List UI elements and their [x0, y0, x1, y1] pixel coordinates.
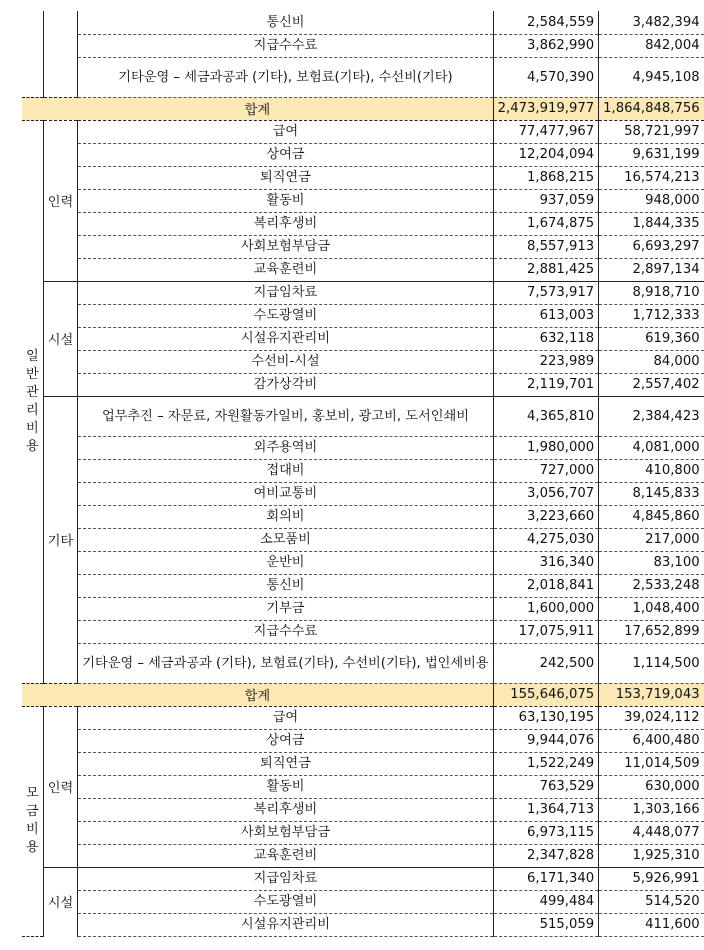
- item-cell: 지급수수료: [78, 34, 493, 57]
- item-cell: 업무추진 – 자문료, 자원활동가일비, 홍보비, 광고비, 도서인쇄비: [78, 396, 493, 436]
- item-cell: 시설유지관리비: [78, 327, 493, 350]
- value-cell-2: 842,004: [599, 34, 704, 57]
- value-cell-2: 1,844,335: [599, 212, 704, 235]
- table-row: [22, 620, 704, 643]
- item-cell: 상여금: [78, 729, 493, 752]
- table-row: [22, 844, 704, 867]
- value-cell-1: 12,204,094: [493, 143, 598, 166]
- table-row: [22, 597, 704, 620]
- item-cell: 사회보험부담금: [78, 821, 493, 844]
- item-cell: 지급수수료: [78, 620, 493, 643]
- value-cell-1: 613,003: [493, 304, 598, 327]
- value-cell-1: 2,018,841: [493, 574, 598, 597]
- item-cell: 수도광열비: [78, 890, 493, 913]
- value-cell-1: 2,584,559: [493, 11, 598, 34]
- total-value-1: 155,646,075: [493, 683, 598, 706]
- table-row: [22, 11, 704, 34]
- value-cell-2: 58,721,997: [599, 120, 704, 143]
- item-cell: 복리후생비: [78, 798, 493, 821]
- item-cell: 수선비-시설: [78, 350, 493, 373]
- value-cell-2: 411,600: [599, 913, 704, 936]
- category-cell: 일반 관리 비용: [22, 120, 43, 683]
- value-cell-1: 316,340: [493, 551, 598, 574]
- value-cell-1: 223,989: [493, 350, 598, 373]
- item-cell: 감가상각비: [78, 373, 493, 396]
- item-cell: 수도광열비: [78, 304, 493, 327]
- value-cell-2: 4,448,077: [599, 821, 704, 844]
- value-cell-1: 937,059: [493, 189, 598, 212]
- subcategory-cell: 인력: [43, 120, 77, 281]
- value-cell-2: 39,024,112: [599, 706, 704, 729]
- expense-table: [22, 11, 704, 937]
- value-cell-2: 83,100: [599, 551, 704, 574]
- value-cell-1: 242,500: [493, 643, 598, 683]
- table-row: [22, 57, 704, 97]
- item-cell: 상여금: [78, 143, 493, 166]
- item-cell: 기타운영 – 세금과공과 (기타), 보험료(기타), 수선비(기타), 법인세비용: [78, 643, 493, 683]
- value-cell-1: 4,570,390: [493, 57, 598, 97]
- item-cell: 시설유지관리비: [78, 913, 493, 936]
- item-cell: 급여: [78, 120, 493, 143]
- item-cell: 회의비: [78, 505, 493, 528]
- value-cell-1: 763,529: [493, 775, 598, 798]
- item-cell: 통신비: [78, 574, 493, 597]
- table-row: [22, 867, 704, 890]
- table-row: [22, 143, 704, 166]
- value-cell-2: 2,533,248: [599, 574, 704, 597]
- total-value-2: 153,719,043: [599, 683, 704, 706]
- value-cell-1: 2,347,828: [493, 844, 598, 867]
- table-row: [22, 373, 704, 396]
- table-row: [22, 166, 704, 189]
- table-row: [22, 574, 704, 597]
- item-cell: 운반비: [78, 551, 493, 574]
- value-cell-2: 9,631,199: [599, 143, 704, 166]
- value-cell-1: 1,600,000: [493, 597, 598, 620]
- value-cell-2: 5,926,991: [599, 867, 704, 890]
- item-cell: 통신비: [78, 11, 493, 34]
- table-row: [22, 189, 704, 212]
- table-row: [22, 913, 704, 936]
- item-cell: 활동비: [78, 775, 493, 798]
- item-cell: 교육훈련비: [78, 844, 493, 867]
- value-cell-2: 2,897,134: [599, 258, 704, 281]
- value-cell-1: 1,868,215: [493, 166, 598, 189]
- subcategory-cell: 시설: [43, 281, 77, 396]
- value-cell-2: 6,400,480: [599, 729, 704, 752]
- subcategory-cell: [43, 11, 77, 97]
- subcategory-cell: 인력: [43, 706, 77, 867]
- value-cell-2: 1,114,500: [599, 643, 704, 683]
- value-cell-1: 6,171,340: [493, 867, 598, 890]
- table-row: [22, 327, 704, 350]
- value-cell-1: 1,522,249: [493, 752, 598, 775]
- item-cell: 지급임차료: [78, 867, 493, 890]
- value-cell-2: 4,945,108: [599, 57, 704, 97]
- value-cell-2: 8,918,710: [599, 281, 704, 304]
- value-cell-1: 4,275,030: [493, 528, 598, 551]
- value-cell-2: 2,557,402: [599, 373, 704, 396]
- total-label: 합계: [22, 683, 493, 706]
- value-cell-1: 2,881,425: [493, 258, 598, 281]
- table-row: [22, 775, 704, 798]
- item-cell: 사회보험부담금: [78, 235, 493, 258]
- value-cell-1: 7,573,917: [493, 281, 598, 304]
- table-row: [22, 34, 704, 57]
- value-cell-2: 4,845,860: [599, 505, 704, 528]
- table-row: [22, 482, 704, 505]
- item-cell: 기부금: [78, 597, 493, 620]
- total-row: [22, 683, 704, 706]
- table-row: [22, 752, 704, 775]
- item-cell: 퇴직연금: [78, 752, 493, 775]
- value-cell-2: 1,925,310: [599, 844, 704, 867]
- value-cell-1: 9,944,076: [493, 729, 598, 752]
- value-cell-2: 3,482,394: [599, 11, 704, 34]
- item-cell: 지급임차료: [78, 281, 493, 304]
- subcategory-cell: 기타: [43, 396, 77, 683]
- value-cell-1: 3,056,707: [493, 482, 598, 505]
- value-cell-1: 6,973,115: [493, 821, 598, 844]
- value-cell-2: 8,145,833: [599, 482, 704, 505]
- table-row: [22, 459, 704, 482]
- table-row: [22, 706, 704, 729]
- table-row: [22, 798, 704, 821]
- table-row: [22, 436, 704, 459]
- value-cell-1: 515,059: [493, 913, 598, 936]
- table-row: [22, 212, 704, 235]
- value-cell-2: 11,014,509: [599, 752, 704, 775]
- table-row: [22, 235, 704, 258]
- value-cell-1: 632,118: [493, 327, 598, 350]
- category-cell: 모금 비용: [22, 706, 43, 936]
- table-row: [22, 396, 704, 436]
- item-cell: 퇴직연금: [78, 166, 493, 189]
- item-cell: 소모품비: [78, 528, 493, 551]
- value-cell-1: 63,130,195: [493, 706, 598, 729]
- table-row: [22, 551, 704, 574]
- value-cell-2: 619,360: [599, 327, 704, 350]
- table-row: [22, 890, 704, 913]
- value-cell-1: 17,075,911: [493, 620, 598, 643]
- table-row: [22, 528, 704, 551]
- total-value-2: 1,864,848,756: [599, 97, 704, 120]
- value-cell-1: 8,557,913: [493, 235, 598, 258]
- value-cell-1: 1,364,713: [493, 798, 598, 821]
- table-row: [22, 350, 704, 373]
- value-cell-1: 2,119,701: [493, 373, 598, 396]
- table-row: [22, 729, 704, 752]
- value-cell-1: 727,000: [493, 459, 598, 482]
- item-cell: 활동비: [78, 189, 493, 212]
- total-label: 합계: [22, 97, 493, 120]
- table-row: [22, 120, 704, 143]
- table-row: [22, 821, 704, 844]
- table-row: [22, 643, 704, 683]
- value-cell-1: 3,223,660: [493, 505, 598, 528]
- table-row: [22, 505, 704, 528]
- value-cell-1: 4,365,810: [493, 396, 598, 436]
- item-cell: 여비교통비: [78, 482, 493, 505]
- value-cell-2: 1,712,333: [599, 304, 704, 327]
- value-cell-2: 6,693,297: [599, 235, 704, 258]
- item-cell: 급여: [78, 706, 493, 729]
- item-cell: 교육훈련비: [78, 258, 493, 281]
- table-row: [22, 281, 704, 304]
- value-cell-1: 3,862,990: [493, 34, 598, 57]
- value-cell-1: 1,674,875: [493, 212, 598, 235]
- value-cell-1: 1,980,000: [493, 436, 598, 459]
- value-cell-2: 1,048,400: [599, 597, 704, 620]
- value-cell-2: 4,081,000: [599, 436, 704, 459]
- value-cell-2: 630,000: [599, 775, 704, 798]
- value-cell-2: 2,384,423: [599, 396, 704, 436]
- table-row: [22, 258, 704, 281]
- value-cell-2: 17,652,899: [599, 620, 704, 643]
- item-cell: 외주용역비: [78, 436, 493, 459]
- value-cell-2: 948,000: [599, 189, 704, 212]
- value-cell-2: 84,000: [599, 350, 704, 373]
- value-cell-1: 77,477,967: [493, 120, 598, 143]
- subcategory-cell: 시설: [43, 867, 77, 936]
- value-cell-2: 217,000: [599, 528, 704, 551]
- total-value-1: 2,473,919,977: [493, 97, 598, 120]
- item-cell: 접대비: [78, 459, 493, 482]
- value-cell-2: 1,303,166: [599, 798, 704, 821]
- total-row: [22, 97, 704, 120]
- item-cell: 기타운영 – 세금과공과 (기타), 보험료(기타), 수선비(기타): [78, 57, 493, 97]
- value-cell-2: 410,800: [599, 459, 704, 482]
- value-cell-2: 16,574,213: [599, 166, 704, 189]
- expense-table-body: [22, 11, 704, 936]
- category-cell: [22, 11, 43, 97]
- value-cell-2: 514,520: [599, 890, 704, 913]
- item-cell: 복리후생비: [78, 212, 493, 235]
- value-cell-1: 499,484: [493, 890, 598, 913]
- table-row: [22, 304, 704, 327]
